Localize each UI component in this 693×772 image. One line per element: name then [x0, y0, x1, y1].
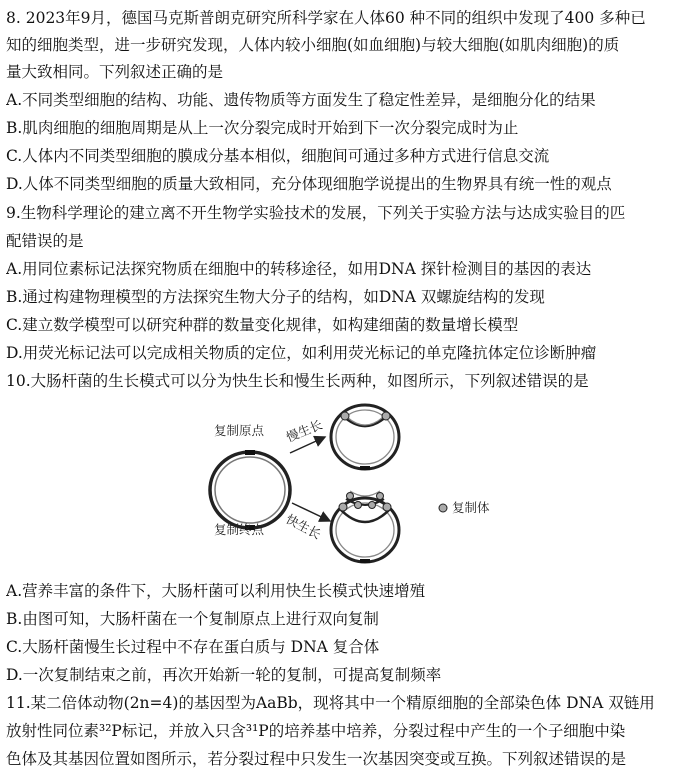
q9-stem-line1: 9.生物科学理论的建立离不开生物学实验技术的发展，下列关于实验方法与达成实验目的匹: [6, 204, 626, 222]
q10-option-d: D.一次复制结束之前，再次开始新一轮的复制，可提高复制频率: [6, 666, 442, 684]
figure-legend: [439, 500, 490, 515]
q8-option-c: C.人体内不同类型细胞的膜成分基本相似，细胞间可通过多种方式进行信息交流: [6, 147, 550, 165]
q10-option-a: A.营养丰富的条件下，大肠杆菌可以利用快生长模式快速增殖: [6, 582, 426, 600]
q10-stem: 10.大肠杆菌的生长模式可以分为快生长和慢生长两种，如图所示，下列叙述错误的是: [6, 372, 589, 390]
legend-replisome-icon: [439, 504, 447, 512]
fast-growth-label: 快生长: [283, 511, 324, 542]
fast-growth-arrow: [283, 503, 330, 542]
replisome-dot: [377, 493, 384, 500]
slow-growth-arrow: [284, 417, 325, 453]
q8-stem-line1: 8. 2023年9月，德国马克斯普朗克研究所科学家在人体60 种不同的组织中发现了400 多种已: [6, 9, 646, 27]
q10-option-c: C.大肠杆菌慢生长过程中不存在蛋白质与 DNA 复合体: [6, 638, 380, 656]
q8-stem-line3: 量大致相同。下列叙述正确的是: [6, 63, 224, 81]
q8-option-a: A.不同类型细胞的结构、功能、遗传物质等方面发生了稳定性差异，是细胞分化的结果: [6, 91, 596, 109]
q9-option-a: A.用同位素标记法探究物质在细胞中的转移途径，如用DNA 探针检测目的基因的表达: [6, 260, 592, 278]
q11-stem-line3: 色体及其基因位置如图所示，若分裂过程中只发生一次基因突变或互换。下列叙述错误的是: [6, 750, 627, 768]
q9-option-c: C.建立数学模型可以研究种群的数量变化规律，如构建细菌的数量增长模型: [6, 316, 519, 334]
origin-marker: [245, 450, 255, 455]
replisome-dot: [383, 503, 391, 511]
unreplicated-chromosome: [210, 450, 290, 530]
q9-option-b: B.通过构建物理模型的方法探究生物大分子的结构，如DNA 双螺旋结构的发现: [6, 288, 545, 306]
q8-option-b: B.肌肉细胞的细胞周期是从上一次分裂完成时开始到下一次分裂完成时为止: [6, 119, 519, 137]
q8-option-d: D.人体不同类型细胞的质量大致相同，充分体现细胞学说提出的生物界具有统一性的观点: [6, 175, 612, 193]
slow-growth-chromosome: [331, 405, 399, 470]
q11-stem-line2: 放射性同位素³²P标记，并放入只含³¹P的培养基中培养，分裂过程中产生的一个子细胞中染: [6, 722, 626, 740]
q8-stem-line2: 知的细胞类型，进一步研究发现，人体内较小细胞(如血细胞)与较大细胞(如肌肉细胞)的质: [6, 36, 620, 54]
replisome-dot: [347, 493, 354, 500]
origin-label: 复制原点: [214, 423, 265, 438]
replication-diagram: [200, 395, 500, 570]
replisome-dot: [369, 502, 376, 509]
q9-option-d: D.用荧光标记法可以完成相关物质的定位，如利用荧光标记的单克隆抗体定位诊断肿瘤: [6, 344, 597, 362]
replisome-dot: [355, 502, 362, 509]
replisome-dot: [341, 412, 349, 420]
q10-option-b: B.由图可知，大肠杆菌在一个复制原点上进行双向复制: [6, 610, 379, 628]
ecoli-replication-figure: [200, 395, 500, 570]
slow-growth-label: 慢生长: [284, 416, 325, 445]
terminus-label: 复制终点: [214, 522, 265, 537]
legend-label: 复制体: [452, 500, 490, 515]
q11-stem-line1: 11.某二倍体动物(2n=4)的基因型为AaBb，现将其中一个精原细胞的全部染色体 DNA 双链用: [6, 694, 655, 712]
q9-stem-line2: 配错误的是: [6, 232, 84, 250]
fast-growth-chromosome: [331, 491, 399, 563]
replisome-dot: [339, 503, 347, 511]
replisome-dot: [382, 412, 390, 420]
